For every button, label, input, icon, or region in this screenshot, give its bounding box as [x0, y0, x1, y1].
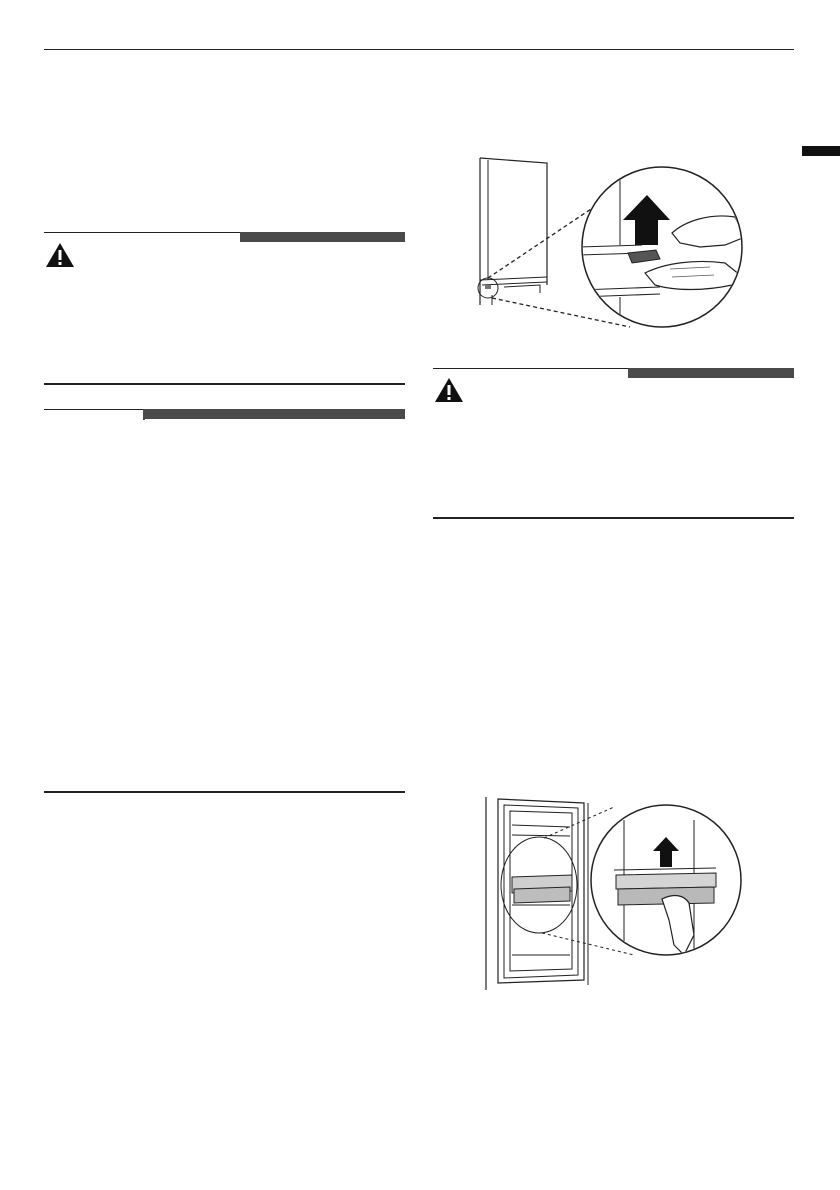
note-box-header-bar: [144, 409, 405, 419]
warning-triangle-icon: [45, 242, 75, 268]
warning-box-2-bottom-rule: [433, 517, 794, 519]
freezer-drawer-removal-illustration: [484, 795, 744, 995]
language-tab: [802, 146, 840, 156]
warning-box-1-header-bar: [240, 232, 405, 242]
note-box-bottom-rule: [44, 791, 405, 793]
note-box-header-tick: [143, 409, 145, 420]
warning-triangle-icon: [434, 377, 464, 403]
note-box-top-rule: [44, 409, 144, 410]
header-rule: [44, 49, 794, 50]
warning-box-1-bottom-rule: [44, 383, 405, 385]
warning-box-2-header-bar: [628, 368, 794, 378]
warning-box-1-top-rule: [44, 232, 240, 233]
warning-box-2-top-rule: [433, 368, 628, 369]
fridge-cover-removal-illustration: [470, 155, 760, 340]
